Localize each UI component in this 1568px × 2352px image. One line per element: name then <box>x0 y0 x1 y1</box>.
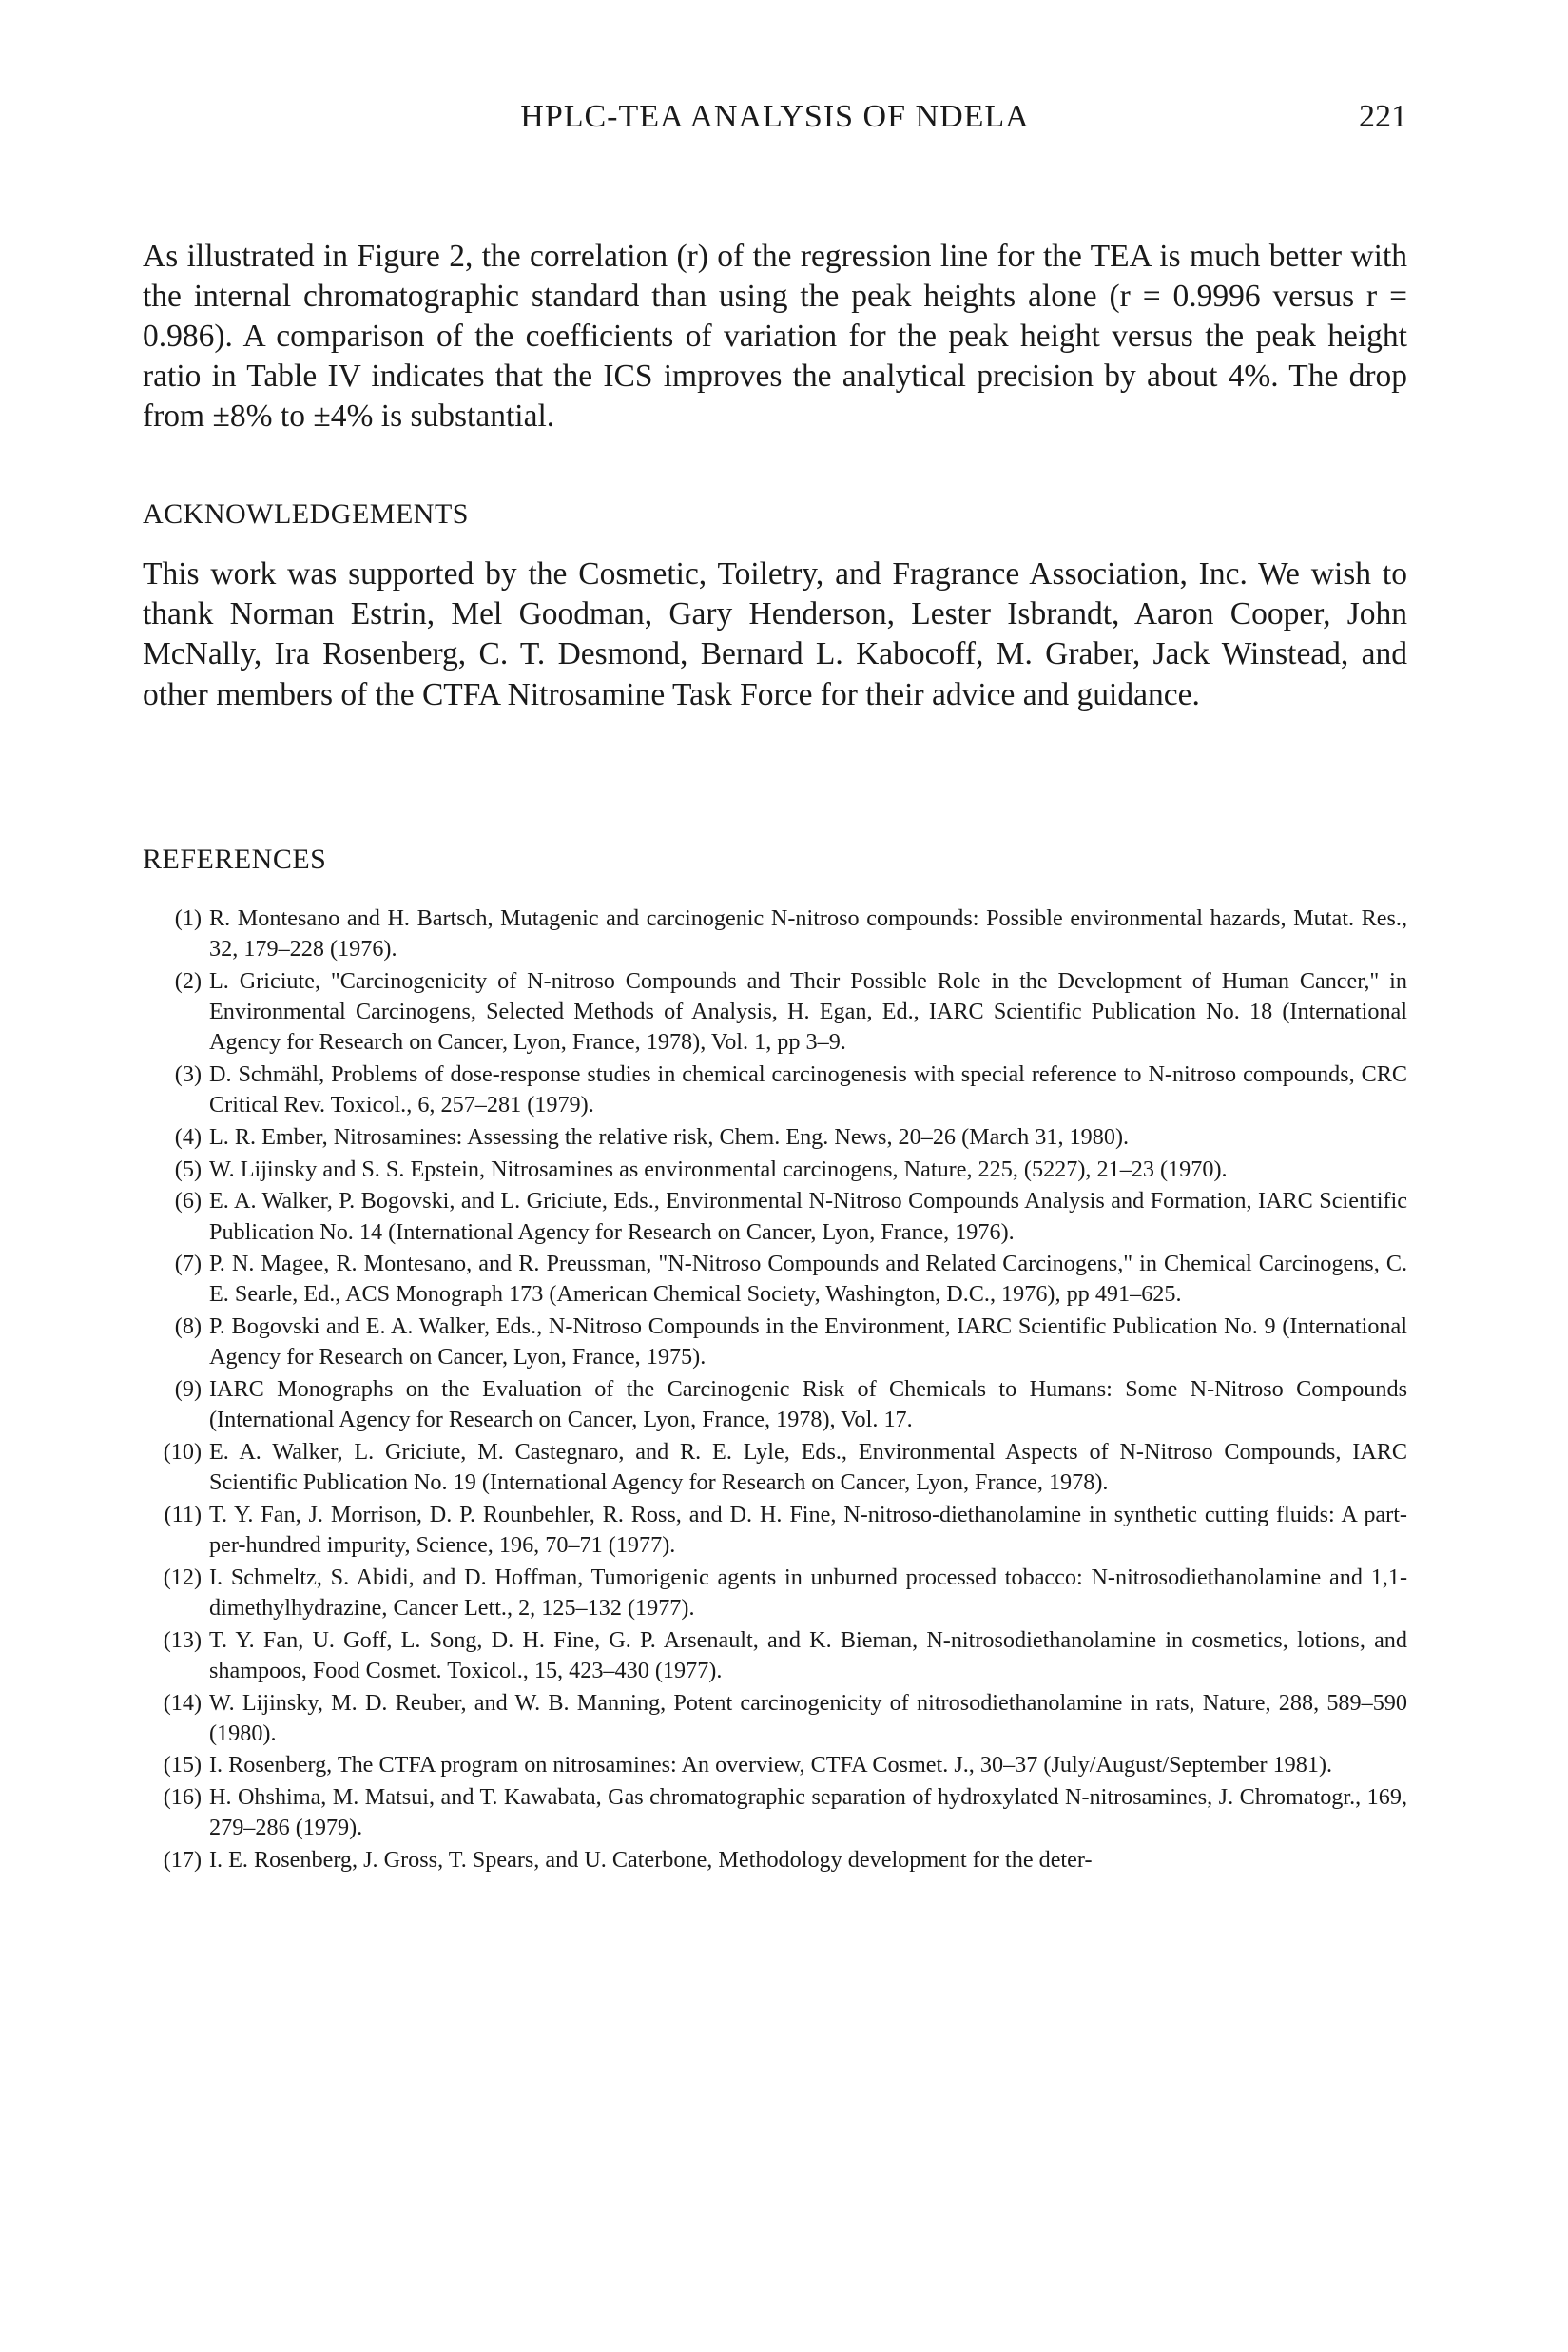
reference-item <box>143 1186 1407 1247</box>
acknowledgements-heading: ACKNOWLEDGEMENTS <box>143 498 469 530</box>
reference-text: L. R. Ember, Nitrosamines: Assessing the relative risk, Chem. Eng. News, 20–26 (March 31, 1980). <box>209 1123 1130 1150</box>
reference-text: T. Y. Fan, J. Morrison, D. P. Rounbehler, R. Ross, and D. H. Fine, N-nitroso-diethanolamine in synthetic cutting fluids: A part-per-hundred impurity, Science, 196, 70–71 (1977). <box>209 1501 1407 1559</box>
reference-text: H. Ohshima, M. Matsui, and T. Kawabata, Gas chromatographic separation of hydroxylated N-nitrosamines, J. Chromatogr., 169, 279–286 (1979). <box>209 1784 1407 1841</box>
reference-item <box>143 1500 1407 1561</box>
reference-number: (11) <box>164 1501 202 1527</box>
reference-text: W. Lijinsky, M. D. Reuber, and W. B. Manning, Potent carcinogenicity of nitrosodiethanolamine in rats, Nature, 288, 589–590 (1980). <box>209 1689 1407 1746</box>
references-heading: REFERENCES <box>143 844 327 875</box>
reference-list <box>143 904 1407 1877</box>
page-number: 221 <box>1359 99 1407 134</box>
reference-number: (16) <box>163 1784 202 1811</box>
reference-text: P. Bogovski and E. A. Walker, Eds., N-Nitroso Compounds in the Environment, IARC Scientific Publication No. 9 (International Agency for Research on Cancer, Lyon, France, 1975). <box>209 1313 1407 1370</box>
reference-number: (7) <box>174 1251 202 1277</box>
reference-item <box>143 1122 1407 1153</box>
reference-text: E. A. Walker, L. Griciute, M. Castegnaro, and R. E. Lyle, Eds., Environmental Aspects of N-Nitroso Compounds, IARC Scientific Publication No. 19 (International Agency for Research on Cancer, Lyon, France, 1978). <box>209 1438 1407 1496</box>
reference-number: (1) <box>174 905 202 931</box>
reference-number: (3) <box>174 1061 202 1088</box>
intro-paragraph: As illustrated in Figure 2, the correlation (r) of the regression line for the TEA is much better with the internal chromatographic standard than using the peak heights alone (r = 0.9996 versus r = 0.986). A comparison of the coefficients of variation for the peak height versus the peak height ratio in Table IV indicates that the ICS improves the analytical precision by about 4%. The drop from ±8% to ±4% is substantial. <box>143 238 1407 435</box>
reference-number: (13) <box>163 1626 202 1653</box>
reference-item <box>143 1688 1407 1749</box>
reference-text: L. Griciute, "Carcinogenicity of N-nitroso Compounds and Their Possible Role in the Development of Human Cancer," in Environmental Carcinogens, Selected Methods of Analysis, H. Egan, Ed., IARC Scientific Publication No. 18 (International Agency for Research on Cancer, Lyon, France, 1978), Vol. 1, pp 3–9. <box>209 967 1407 1056</box>
reference-item <box>143 1374 1407 1435</box>
acknowledgements-paragraph: This work was supported by the Cosmetic, Toiletry, and Fragrance Association, Inc. We wish to thank Norman Estrin, Mel Goodman, Gary Henderson, Lester Isbrandt, Aaron Cooper, John McNally, Ira Rosenberg, C. T. Desmond, Bernard L. Kabocoff, M. Graber, Jack Winstead, and other members of the CTFA Nitrosamine Task Force for their advice and guidance. <box>143 556 1407 712</box>
reference-item <box>143 1782 1407 1843</box>
reference-text: D. Schmähl, Problems of dose-response studies in chemical carcinogenesis with special reference to N-nitroso compounds, CRC Critical Rev. Toxicol., 6, 257–281 (1979). <box>209 1061 1407 1118</box>
reference-number: (8) <box>174 1313 202 1340</box>
reference-number: (9) <box>174 1376 202 1403</box>
reference-text: I. E. Rosenberg, J. Gross, T. Spears, and U. Caterbone, Methodology development for the deter- <box>209 1847 1093 1874</box>
reference-text: I. Schmeltz, S. Abidi, and D. Hoffman, Tumorigenic agents in unburned processed tobacco: N-nitrosodiethanolamine and 1,1-dimethylhydrazine, Cancer Lett., 2, 125–132 (1977). <box>209 1564 1407 1621</box>
reference-item <box>143 1845 1407 1876</box>
reference-item <box>143 1059 1407 1120</box>
reference-text: E. A. Walker, P. Bogovski, and L. Griciute, Eds., Environmental N-Nitroso Compounds Analysis and Formation, IARC Scientific Publication No. 14 (International Agency for Research on Cancer, Lyon, France, 1976). <box>209 1188 1407 1245</box>
reference-item <box>143 1437 1407 1498</box>
reference-number: (15) <box>163 1752 202 1779</box>
reference-number: (5) <box>174 1156 202 1182</box>
reference-number: (10) <box>163 1438 202 1465</box>
reference-text: IARC Monographs on the Evaluation of the Carcinogenic Risk of Chemicals to Humans: Some N-Nitroso Compounds (International Agency for Research on Cancer, Lyon, France, 1978), Vol. 17. <box>209 1376 1407 1433</box>
running-head <box>143 99 1407 145</box>
reference-item <box>143 1312 1407 1372</box>
reference-number: (17) <box>163 1847 202 1874</box>
reference-text: W. Lijinsky and S. S. Epstein, Nitrosamines as environmental carcinogens, Nature, 225, (5227), 21–23 (1970). <box>209 1156 1228 1182</box>
reference-text: T. Y. Fan, U. Goff, L. Song, D. H. Fine, G. P. Arsenault, and K. Bieman, N-nitrosodiethanolamine in cosmetics, lotions, and shampoos, Food Cosmet. Toxicol., 15, 423–430 (1977). <box>209 1626 1407 1683</box>
reference-item <box>143 1625 1407 1686</box>
reference-number: (2) <box>174 967 202 994</box>
reference-item <box>143 1155 1407 1185</box>
reference-number: (6) <box>174 1188 202 1215</box>
reference-text: R. Montesano and H. Bartsch, Mutagenic and carcinogenic N-nitroso compounds: Possible environmental hazards, Mutat. Res., 32, 179–228 (1976). <box>209 905 1407 962</box>
reference-number: (12) <box>163 1564 202 1590</box>
reference-number: (14) <box>163 1689 202 1716</box>
reference-item <box>143 1750 1407 1780</box>
reference-item <box>143 904 1407 964</box>
reference-item <box>143 1563 1407 1623</box>
reference-text: I. Rosenberg, The CTFA program on nitrosamines: An overview, CTFA Cosmet. J., 30–37 (July/August/September 1981). <box>209 1752 1333 1779</box>
reference-text: P. N. Magee, R. Montesano, and R. Preussman, "N-Nitroso Compounds and Related Carcinogens," in Chemical Carcinogens, C. E. Searle, Ed., ACS Monograph 173 (American Chemical Society, Washington, D.C., 1976), pp 491–625. <box>209 1251 1407 1308</box>
reference-number: (4) <box>174 1123 202 1150</box>
reference-item <box>143 966 1407 1059</box>
running-head-title: HPLC-TEA ANALYSIS OF NDELA <box>520 99 1030 134</box>
reference-item <box>143 1249 1407 1310</box>
